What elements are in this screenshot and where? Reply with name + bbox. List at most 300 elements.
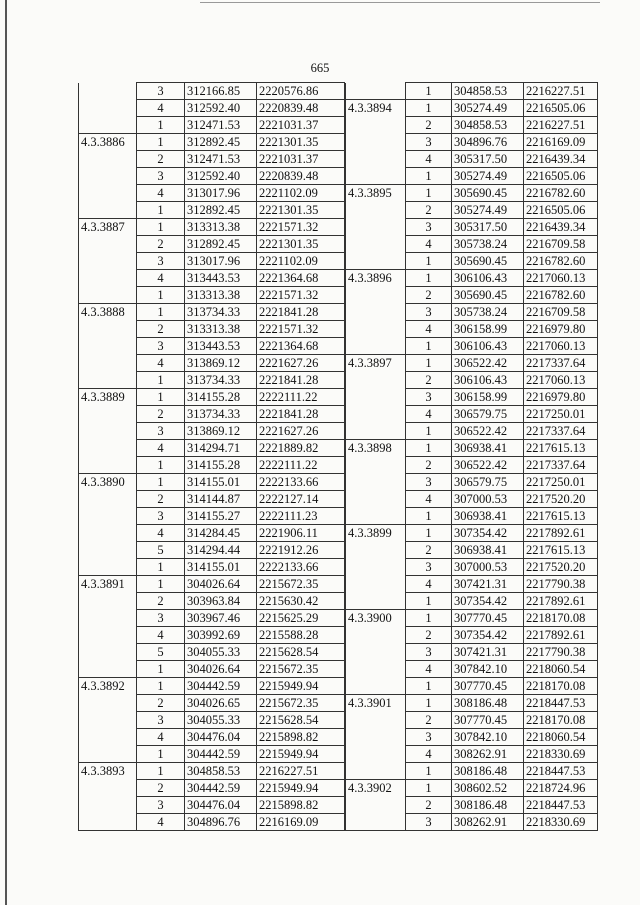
y-coordinate-cell: 2216505.06 [524,202,598,219]
point-number-cell: 4 [406,321,452,338]
x-coordinate-cell: 312592.40 [185,168,257,185]
y-coordinate-cell: 2222111.23 [257,508,345,525]
table-row [79,202,345,219]
y-coordinate-cell: 2217337.64 [524,355,598,372]
x-coordinate-cell: 313734.33 [185,372,257,389]
y-coordinate-cell: 2215949.94 [257,678,345,695]
point-number-cell: 5 [137,542,185,559]
point-number-cell: 2 [137,491,185,508]
x-coordinate-cell: 306106.43 [452,338,524,355]
page-number: 665 [310,61,330,75]
table-row [79,627,345,644]
left-margin-rule [5,0,7,905]
table-row [346,593,598,610]
y-coordinate-cell: 2216782.60 [524,287,598,304]
x-coordinate-cell: 313313.38 [185,219,257,236]
x-coordinate-cell: 312471.53 [185,151,257,168]
y-coordinate-cell: 2215630.42 [257,593,345,610]
y-coordinate-cell: 2216439.34 [524,219,598,236]
table-row [79,185,345,202]
y-coordinate-cell: 2221841.28 [257,372,345,389]
parcel-id-cell [79,321,137,338]
table-row [346,321,598,338]
x-coordinate-cell: 307000.53 [452,491,524,508]
y-coordinate-cell: 2217060.13 [524,372,598,389]
table-row [79,406,345,423]
point-number-cell: 1 [406,253,452,270]
x-coordinate-cell: 313313.38 [185,287,257,304]
point-number-cell: 1 [137,678,185,695]
table-row [79,321,345,338]
y-coordinate-cell: 2218060.54 [524,729,598,746]
point-number-cell: 2 [137,695,185,712]
table-row [79,508,345,525]
parcel-id-cell [346,219,406,236]
point-number-cell: 1 [406,763,452,780]
x-coordinate-cell: 305317.50 [452,151,524,168]
table-row [346,491,598,508]
parcel-id-cell: 4.3.3886 [79,134,137,151]
y-coordinate-cell: 2215949.94 [257,780,345,797]
table-row [346,304,598,321]
parcel-id-cell [346,338,406,355]
x-coordinate-cell: 308262.91 [452,746,524,763]
y-coordinate-cell: 2217337.64 [524,457,598,474]
parcel-id-cell [346,253,406,270]
y-coordinate-cell: 2218170.08 [524,678,598,695]
point-number-cell: 1 [406,355,452,372]
table-row [79,253,345,270]
point-number-cell: 3 [406,729,452,746]
x-coordinate-cell: 312166.85 [185,83,257,100]
y-coordinate-cell: 2218447.53 [524,695,598,712]
y-coordinate-cell: 2221627.26 [257,355,345,372]
point-number-cell: 1 [137,304,185,321]
point-number-cell: 3 [406,474,452,491]
x-coordinate-cell: 308186.48 [452,797,524,814]
x-coordinate-cell: 312892.45 [185,134,257,151]
parcel-id-cell [79,372,137,389]
point-number-cell: 3 [137,168,185,185]
point-number-cell: 3 [406,814,452,831]
table-row [79,610,345,627]
y-coordinate-cell: 2218060.54 [524,661,598,678]
x-coordinate-cell: 305738.24 [452,236,524,253]
y-coordinate-cell: 2216505.06 [524,100,598,117]
y-coordinate-cell: 2216709.58 [524,304,598,321]
parcel-id-cell [346,746,406,763]
parcel-id-cell [346,814,406,831]
x-coordinate-cell: 304896.76 [452,134,524,151]
y-coordinate-cell: 2216169.09 [257,814,345,831]
x-coordinate-cell: 314144.87 [185,491,257,508]
parcel-id-cell: 4.3.3897 [346,355,406,372]
point-number-cell: 1 [137,661,185,678]
point-number-cell: 3 [137,83,185,100]
point-number-cell: 2 [406,712,452,729]
parcel-id-cell [346,491,406,508]
x-coordinate-cell: 307842.10 [452,729,524,746]
x-coordinate-cell: 314155.28 [185,389,257,406]
y-coordinate-cell: 2217337.64 [524,423,598,440]
point-number-cell: 1 [137,202,185,219]
y-coordinate-cell: 2217790.38 [524,576,598,593]
parcel-id-cell [346,134,406,151]
point-number-cell: 1 [137,219,185,236]
table-row [346,474,598,491]
x-coordinate-cell: 304476.04 [185,729,257,746]
parcel-id-cell [346,644,406,661]
parcel-id-cell [346,202,406,219]
table-row [346,797,598,814]
table-row [346,508,598,525]
y-coordinate-cell: 2220839.48 [257,168,345,185]
y-coordinate-cell: 2221906.11 [257,525,345,542]
parcel-id-cell [79,287,137,304]
parcel-id-cell [346,763,406,780]
point-number-cell: 3 [406,644,452,661]
y-coordinate-cell: 2222133.66 [257,559,345,576]
x-coordinate-cell: 312892.45 [185,202,257,219]
table-row [346,525,598,542]
x-coordinate-cell: 307354.42 [452,627,524,644]
x-coordinate-cell: 314155.27 [185,508,257,525]
parcel-id-cell [79,236,137,253]
point-number-cell: 3 [137,712,185,729]
table-row [79,746,345,763]
point-number-cell: 4 [406,491,452,508]
y-coordinate-cell: 2216979.80 [524,389,598,406]
table-row [346,270,598,287]
y-coordinate-cell: 2216782.60 [524,253,598,270]
table-row [346,372,598,389]
y-coordinate-cell: 2221301.35 [257,236,345,253]
y-coordinate-cell: 2222111.22 [257,389,345,406]
x-coordinate-cell: 308186.48 [452,695,524,712]
table-row [346,644,598,661]
x-coordinate-cell: 307770.45 [452,678,524,695]
table-row [346,168,598,185]
y-coordinate-cell: 2217250.01 [524,474,598,491]
y-coordinate-cell: 2215588.28 [257,627,345,644]
x-coordinate-cell: 313443.53 [185,270,257,287]
point-number-cell: 1 [137,287,185,304]
y-coordinate-cell: 2221102.09 [257,253,345,270]
parcel-id-cell [79,729,137,746]
point-number-cell: 1 [406,593,452,610]
x-coordinate-cell: 313734.33 [185,406,257,423]
parcel-id-cell [346,117,406,134]
x-coordinate-cell: 312592.40 [185,100,257,117]
point-number-cell: 4 [406,661,452,678]
table-row [346,236,598,253]
y-coordinate-cell: 2221364.68 [257,270,345,287]
parcel-id-cell: 4.3.3893 [79,763,137,780]
y-coordinate-cell: 2222111.22 [257,457,345,474]
table-row [79,542,345,559]
point-number-cell: 1 [406,508,452,525]
y-coordinate-cell: 2220839.48 [257,100,345,117]
parcel-id-cell: 4.3.3902 [346,780,406,797]
x-coordinate-cell: 307842.10 [452,661,524,678]
x-coordinate-cell: 306106.43 [452,372,524,389]
table-row [346,287,598,304]
parcel-id-cell [346,729,406,746]
point-number-cell: 1 [406,270,452,287]
point-number-cell: 4 [137,440,185,457]
table-row [79,491,345,508]
x-coordinate-cell: 304858.53 [452,117,524,134]
point-number-cell: 1 [406,525,452,542]
y-coordinate-cell: 2216505.06 [524,168,598,185]
y-coordinate-cell: 2222127.14 [257,491,345,508]
point-number-cell: 1 [137,559,185,576]
y-coordinate-cell: 2215625.29 [257,610,345,627]
table-row [346,440,598,457]
x-coordinate-cell: 312892.45 [185,236,257,253]
parcel-id-cell [79,695,137,712]
table-row [79,474,345,491]
y-coordinate-cell: 2221841.28 [257,406,345,423]
y-coordinate-cell: 2216227.51 [524,117,598,134]
x-coordinate-cell: 304026.64 [185,576,257,593]
point-number-cell: 4 [137,270,185,287]
x-coordinate-cell: 304055.33 [185,712,257,729]
x-coordinate-cell: 306938.41 [452,542,524,559]
y-coordinate-cell: 2220576.86 [257,83,345,100]
table-row [346,627,598,644]
parcel-id-cell: 4.3.3895 [346,185,406,202]
y-coordinate-cell: 2218447.53 [524,763,598,780]
point-number-cell: 1 [406,100,452,117]
parcel-id-cell [79,457,137,474]
point-number-cell: 1 [406,610,452,627]
point-number-cell: 3 [406,304,452,321]
x-coordinate-cell: 304026.64 [185,661,257,678]
parcel-id-cell [346,593,406,610]
y-coordinate-cell: 2215672.35 [257,661,345,678]
x-coordinate-cell: 308602.52 [452,780,524,797]
point-number-cell: 4 [137,814,185,831]
parcel-id-cell [346,542,406,559]
table-row [79,576,345,593]
point-number-cell: 1 [406,83,452,100]
table-row [79,780,345,797]
table-row [79,440,345,457]
y-coordinate-cell: 2215628.54 [257,712,345,729]
parcel-id-cell [346,457,406,474]
table-row [346,338,598,355]
x-coordinate-cell: 307354.42 [452,593,524,610]
x-coordinate-cell: 304442.59 [185,780,257,797]
point-number-cell: 4 [406,406,452,423]
y-coordinate-cell: 2216782.60 [524,185,598,202]
table-row [346,814,598,831]
x-coordinate-cell: 306579.75 [452,474,524,491]
table-row [79,695,345,712]
parcel-id-cell [346,304,406,321]
parcel-id-cell [79,610,137,627]
point-number-cell: 3 [406,134,452,151]
parcel-id-cell [346,372,406,389]
parcel-id-cell [79,423,137,440]
x-coordinate-cell: 306158.99 [452,321,524,338]
y-coordinate-cell: 2217615.13 [524,440,598,457]
parcel-id-cell [79,644,137,661]
point-number-cell: 4 [137,100,185,117]
table-row [346,100,598,117]
table-row [79,559,345,576]
point-number-cell: 1 [137,117,185,134]
x-coordinate-cell: 306522.42 [452,355,524,372]
parcel-id-cell [346,83,406,100]
y-coordinate-cell: 2221841.28 [257,304,345,321]
x-coordinate-cell: 314155.28 [185,457,257,474]
table-row [346,576,598,593]
y-coordinate-cell: 2218724.96 [524,780,598,797]
parcel-id-cell [346,151,406,168]
table-row [346,117,598,134]
y-coordinate-cell: 2215949.94 [257,746,345,763]
point-number-cell: 2 [406,117,452,134]
point-number-cell: 1 [406,440,452,457]
x-coordinate-cell: 305317.50 [452,219,524,236]
parcel-id-cell [346,287,406,304]
parcel-id-cell [346,678,406,695]
parcel-id-cell: 4.3.3900 [346,610,406,627]
point-number-cell: 3 [137,610,185,627]
parcel-id-cell [79,627,137,644]
parcel-id-cell [79,406,137,423]
x-coordinate-cell: 313313.38 [185,321,257,338]
table-row [79,763,345,780]
parcel-id-cell [79,559,137,576]
parcel-id-cell [79,117,137,134]
y-coordinate-cell: 2221364.68 [257,338,345,355]
table-row [79,270,345,287]
parcel-id-cell [79,814,137,831]
y-coordinate-cell: 2216709.58 [524,236,598,253]
y-coordinate-cell: 2217892.61 [524,525,598,542]
table-row [79,83,345,100]
parcel-id-cell [79,168,137,185]
x-coordinate-cell: 313869.12 [185,355,257,372]
parcel-id-cell [79,202,137,219]
point-number-cell: 2 [406,627,452,644]
x-coordinate-cell: 306158.99 [452,389,524,406]
point-number-cell: 3 [137,508,185,525]
point-number-cell: 2 [137,406,185,423]
x-coordinate-cell: 304858.53 [185,763,257,780]
point-number-cell: 3 [406,389,452,406]
x-coordinate-cell: 314294.44 [185,542,257,559]
x-coordinate-cell: 304896.76 [185,814,257,831]
point-number-cell: 2 [406,797,452,814]
y-coordinate-cell: 2217060.13 [524,338,598,355]
parcel-id-cell [79,593,137,610]
parcel-id-cell: 4.3.3889 [79,389,137,406]
y-coordinate-cell: 2216439.34 [524,151,598,168]
table-row [346,610,598,627]
x-coordinate-cell: 304442.59 [185,746,257,763]
point-number-cell: 2 [137,321,185,338]
table-row [79,236,345,253]
point-number-cell: 2 [137,236,185,253]
parcel-id-cell [346,661,406,678]
point-number-cell: 3 [137,253,185,270]
point-number-cell: 3 [406,559,452,576]
table-row [346,219,598,236]
x-coordinate-cell: 306938.41 [452,440,524,457]
parcel-id-cell: 4.3.3894 [346,100,406,117]
parcel-id-cell [79,83,137,100]
parcel-id-cell [346,168,406,185]
point-number-cell: 3 [137,423,185,440]
point-number-cell: 2 [137,780,185,797]
table-row [79,525,345,542]
parcel-id-cell [79,185,137,202]
parcel-id-cell [79,270,137,287]
table-row [79,678,345,695]
y-coordinate-cell: 2217892.61 [524,627,598,644]
y-coordinate-cell: 2216227.51 [257,763,345,780]
point-number-cell: 3 [406,219,452,236]
x-coordinate-cell: 313017.96 [185,253,257,270]
x-coordinate-cell: 303992.69 [185,627,257,644]
parcel-id-cell: 4.3.3898 [346,440,406,457]
y-coordinate-cell: 2221627.26 [257,423,345,440]
point-number-cell: 1 [137,372,185,389]
table-row [79,168,345,185]
parcel-id-cell [79,542,137,559]
y-coordinate-cell: 2221031.37 [257,151,345,168]
table-row [346,457,598,474]
y-coordinate-cell: 2217060.13 [524,270,598,287]
x-coordinate-cell: 305274.49 [452,168,524,185]
point-number-cell: 3 [137,797,185,814]
y-coordinate-cell: 2215898.82 [257,729,345,746]
table-row [346,389,598,406]
x-coordinate-cell: 304476.04 [185,797,257,814]
x-coordinate-cell: 306522.42 [452,423,524,440]
table-row [346,559,598,576]
parcel-id-cell [79,100,137,117]
point-number-cell: 1 [137,389,185,406]
point-number-cell: 2 [137,593,185,610]
table-row [79,729,345,746]
parcel-id-cell: 4.3.3888 [79,304,137,321]
y-coordinate-cell: 2218170.08 [524,712,598,729]
point-number-cell: 4 [406,236,452,253]
x-coordinate-cell: 304026.65 [185,695,257,712]
table-row [346,661,598,678]
parcel-id-cell: 4.3.3887 [79,219,137,236]
table-row [346,253,598,270]
table-row [346,134,598,151]
parcel-id-cell [346,389,406,406]
y-coordinate-cell: 2217520.20 [524,491,598,508]
x-coordinate-cell: 306522.42 [452,457,524,474]
point-number-cell: 2 [406,372,452,389]
y-coordinate-cell: 2215672.35 [257,695,345,712]
x-coordinate-cell: 313869.12 [185,423,257,440]
x-coordinate-cell: 306579.75 [452,406,524,423]
table-row [346,542,598,559]
parcel-id-cell [346,559,406,576]
coordinates-table-left [78,82,345,831]
x-coordinate-cell: 308262.91 [452,814,524,831]
parcel-id-cell [79,440,137,457]
